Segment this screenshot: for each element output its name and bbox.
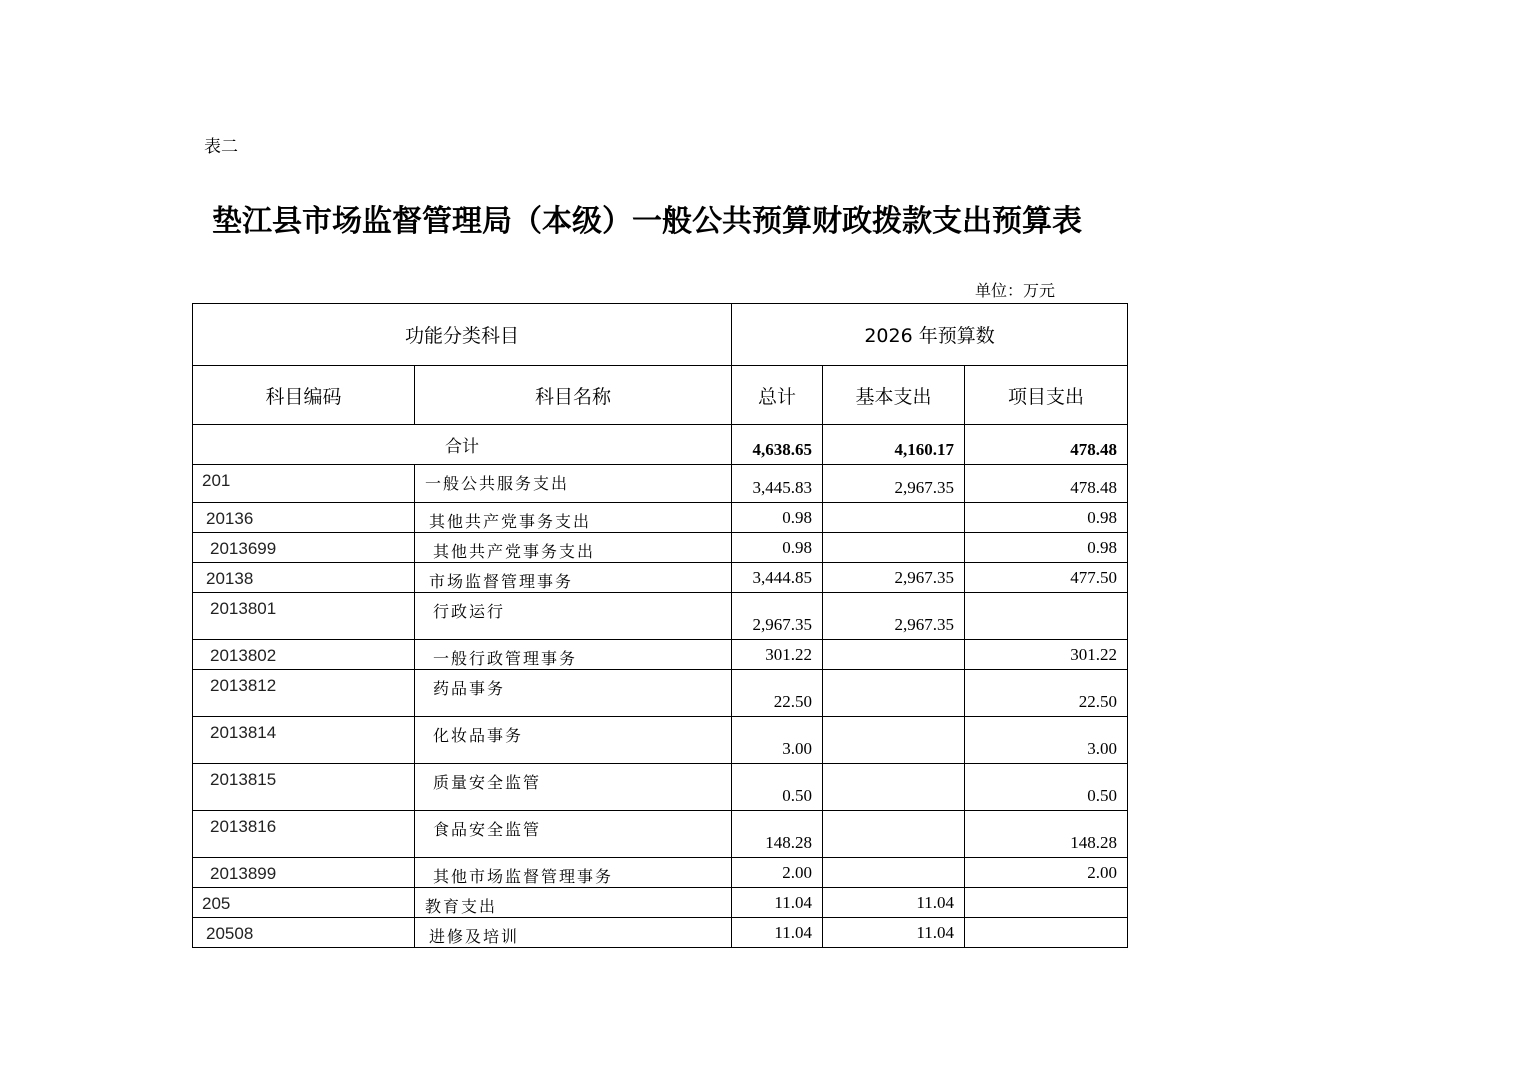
row-subject-code: 2013816 [193, 811, 415, 858]
total-row-project: 478.48 [965, 425, 1128, 465]
row-total: 148.28 [732, 811, 823, 858]
row-basic-expenditure: 2,967.35 [823, 465, 965, 503]
row-total: 3,444.85 [732, 563, 823, 593]
row-total: 301.22 [732, 640, 823, 670]
table-number-label: 表二 [204, 137, 238, 157]
row-project-expenditure [965, 888, 1128, 918]
row-subject-code: 2013699 [193, 533, 415, 563]
row-basic-expenditure [823, 640, 965, 670]
row-total: 2,967.35 [732, 593, 823, 640]
total-row [193, 425, 1128, 465]
row-subject-code: 2013899 [193, 858, 415, 888]
table-row [193, 670, 1128, 717]
header-column-row [193, 366, 1128, 425]
table-row [193, 533, 1128, 563]
row-basic-expenditure [823, 670, 965, 717]
table-row [193, 563, 1128, 593]
header-subject-name: 科目名称 [415, 366, 732, 425]
row-subject-name: 教育支出 [415, 888, 732, 918]
header-function-category: 功能分类科目 [193, 304, 732, 366]
row-project-expenditure [965, 593, 1128, 640]
row-total: 2.00 [732, 858, 823, 888]
table-row [193, 811, 1128, 858]
header-group-row [193, 304, 1128, 366]
row-basic-expenditure [823, 764, 965, 811]
total-row-total: 4,638.65 [732, 425, 823, 465]
row-project-expenditure: 477.50 [965, 563, 1128, 593]
row-basic-expenditure: 11.04 [823, 918, 965, 948]
row-subject-code: 20508 [193, 918, 415, 948]
row-project-expenditure: 148.28 [965, 811, 1128, 858]
row-project-expenditure: 301.22 [965, 640, 1128, 670]
row-subject-name: 市场监督管理事务 [415, 563, 732, 593]
row-subject-name: 进修及培训 [415, 918, 732, 948]
row-project-expenditure: 0.98 [965, 533, 1128, 563]
table-body [193, 465, 1128, 948]
row-total: 0.50 [732, 764, 823, 811]
row-total: 3,445.83 [732, 465, 823, 503]
row-subject-code: 2013814 [193, 717, 415, 764]
table-row [193, 640, 1128, 670]
header-budget-year: 2026 年预算数 [732, 304, 1128, 366]
row-basic-expenditure: 11.04 [823, 888, 965, 918]
row-subject-code: 201 [193, 465, 415, 503]
row-project-expenditure: 0.50 [965, 764, 1128, 811]
budget-table [192, 303, 1128, 948]
row-project-expenditure: 3.00 [965, 717, 1128, 764]
row-basic-expenditure: 2,967.35 [823, 563, 965, 593]
row-subject-code: 205 [193, 888, 415, 918]
row-subject-code: 20138 [193, 563, 415, 593]
row-subject-name: 其他共产党事务支出 [415, 533, 732, 563]
row-subject-code: 20136 [193, 503, 415, 533]
table-row [193, 503, 1128, 533]
unit-label: 单位：万元 [975, 281, 1056, 300]
row-total: 3.00 [732, 717, 823, 764]
row-total: 22.50 [732, 670, 823, 717]
row-project-expenditure: 22.50 [965, 670, 1128, 717]
row-total: 11.04 [732, 888, 823, 918]
row-subject-name: 其他共产党事务支出 [415, 503, 732, 533]
header-total: 总计 [732, 366, 823, 425]
table-row [193, 465, 1128, 503]
table-row [193, 593, 1128, 640]
row-basic-expenditure [823, 717, 965, 764]
row-subject-name: 行政运行 [415, 593, 732, 640]
row-total: 11.04 [732, 918, 823, 948]
total-row-basic: 4,160.17 [823, 425, 965, 465]
table-row [193, 918, 1128, 948]
row-project-expenditure [965, 918, 1128, 948]
header-subject-code: 科目编码 [193, 366, 415, 425]
row-subject-name: 食品安全监管 [415, 811, 732, 858]
table-row [193, 858, 1128, 888]
row-subject-name: 一般行政管理事务 [415, 640, 732, 670]
table-row [193, 717, 1128, 764]
row-subject-name: 药品事务 [415, 670, 732, 717]
row-subject-name: 化妆品事务 [415, 717, 732, 764]
row-basic-expenditure [823, 503, 965, 533]
row-basic-expenditure [823, 858, 965, 888]
header-basic-expenditure: 基本支出 [823, 366, 965, 425]
row-subject-name: 一般公共服务支出 [415, 465, 732, 503]
row-total: 0.98 [732, 533, 823, 563]
row-subject-name: 其他市场监督管理事务 [415, 858, 732, 888]
row-project-expenditure: 2.00 [965, 858, 1128, 888]
document-title: 垫江县市场监督管理局（本级）一般公共预算财政拨款支出预算表 [212, 204, 1082, 239]
row-project-expenditure: 478.48 [965, 465, 1128, 503]
row-subject-code: 2013802 [193, 640, 415, 670]
table-row [193, 888, 1128, 918]
row-total: 0.98 [732, 503, 823, 533]
row-basic-expenditure [823, 811, 965, 858]
row-subject-code: 2013801 [193, 593, 415, 640]
row-subject-name: 质量安全监管 [415, 764, 732, 811]
row-subject-code: 2013815 [193, 764, 415, 811]
row-project-expenditure: 0.98 [965, 503, 1128, 533]
header-project-expenditure: 项目支出 [965, 366, 1128, 425]
row-basic-expenditure [823, 533, 965, 563]
row-subject-code: 2013812 [193, 670, 415, 717]
table-row [193, 764, 1128, 811]
row-basic-expenditure: 2,967.35 [823, 593, 965, 640]
total-row-label: 合计 [193, 425, 732, 465]
